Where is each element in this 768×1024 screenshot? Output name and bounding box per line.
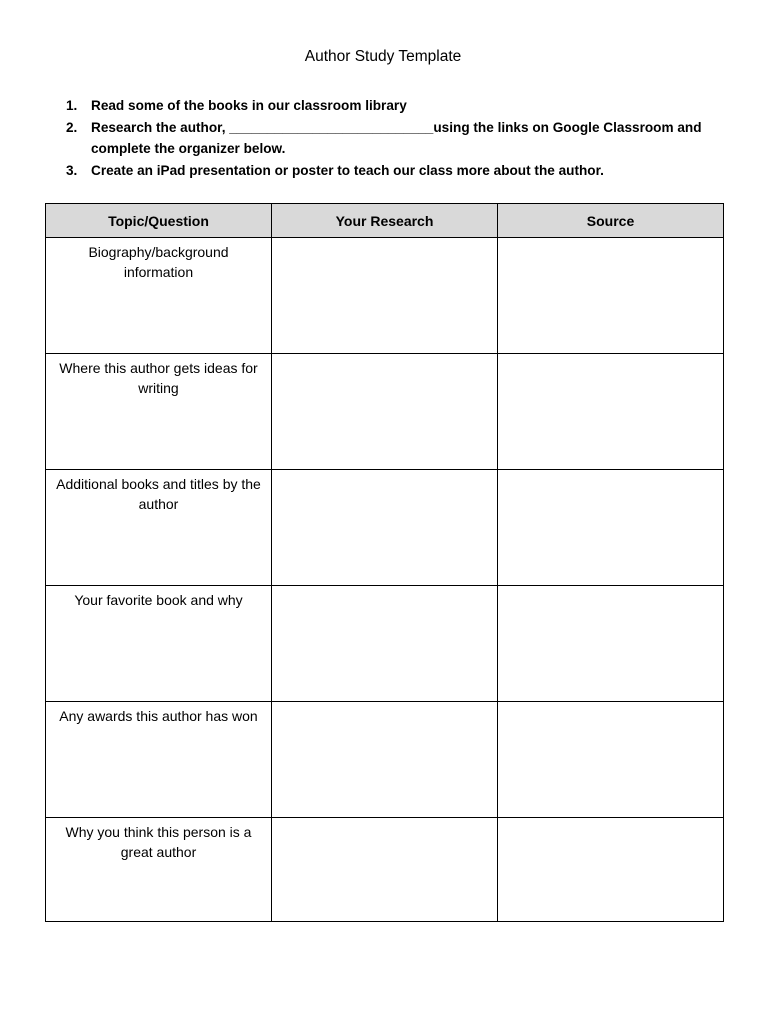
topic-cell: Additional books and titles by the author bbox=[46, 470, 272, 586]
source-cell[interactable] bbox=[498, 470, 724, 586]
instruction-text: Read some of the books in our classroom library bbox=[91, 98, 407, 113]
instruction-text: Research the author, ___________________________using the links on Google Classroom and complete the organizer below. bbox=[91, 119, 702, 156]
source-cell[interactable] bbox=[498, 354, 724, 470]
author-study-table bbox=[45, 203, 724, 922]
topic-cell: Your favorite book and why bbox=[46, 586, 272, 702]
table-row bbox=[46, 238, 724, 354]
topic-cell: Biography/background information bbox=[46, 238, 272, 354]
table-row bbox=[46, 354, 724, 470]
column-header-topic: Topic/Question bbox=[46, 204, 272, 238]
table-row bbox=[46, 586, 724, 702]
research-cell[interactable] bbox=[272, 702, 498, 818]
column-header-research: Your Research bbox=[272, 204, 498, 238]
research-cell[interactable] bbox=[272, 818, 498, 922]
source-cell[interactable] bbox=[498, 586, 724, 702]
instruction-text: Create an iPad presentation or poster to teach our class more about the author. bbox=[91, 162, 604, 178]
column-header-source: Source bbox=[498, 204, 724, 238]
topic-cell: Why you think this person is a great author bbox=[46, 818, 272, 922]
instruction-number: 3. bbox=[66, 162, 78, 178]
research-cell[interactable] bbox=[272, 238, 498, 354]
instruction-item bbox=[66, 117, 736, 160]
instruction-item bbox=[66, 95, 736, 117]
table-row bbox=[46, 470, 724, 586]
research-cell[interactable] bbox=[272, 354, 498, 470]
source-cell[interactable] bbox=[498, 818, 724, 922]
topic-cell: Any awards this author has won bbox=[46, 702, 272, 818]
table-row bbox=[46, 702, 724, 818]
research-cell[interactable] bbox=[272, 470, 498, 586]
table-header-row bbox=[46, 204, 724, 238]
document-title: Author Study Template bbox=[304, 48, 462, 65]
research-cell[interactable] bbox=[272, 586, 498, 702]
instruction-number: 1. bbox=[66, 98, 78, 113]
topic-cell: Where this author gets ideas for writing bbox=[46, 354, 272, 470]
table-row bbox=[46, 818, 724, 922]
instruction-item bbox=[66, 160, 736, 182]
instructions-list bbox=[66, 95, 736, 181]
source-cell[interactable] bbox=[498, 238, 724, 354]
source-cell[interactable] bbox=[498, 702, 724, 818]
instruction-number: 2. bbox=[66, 119, 78, 135]
